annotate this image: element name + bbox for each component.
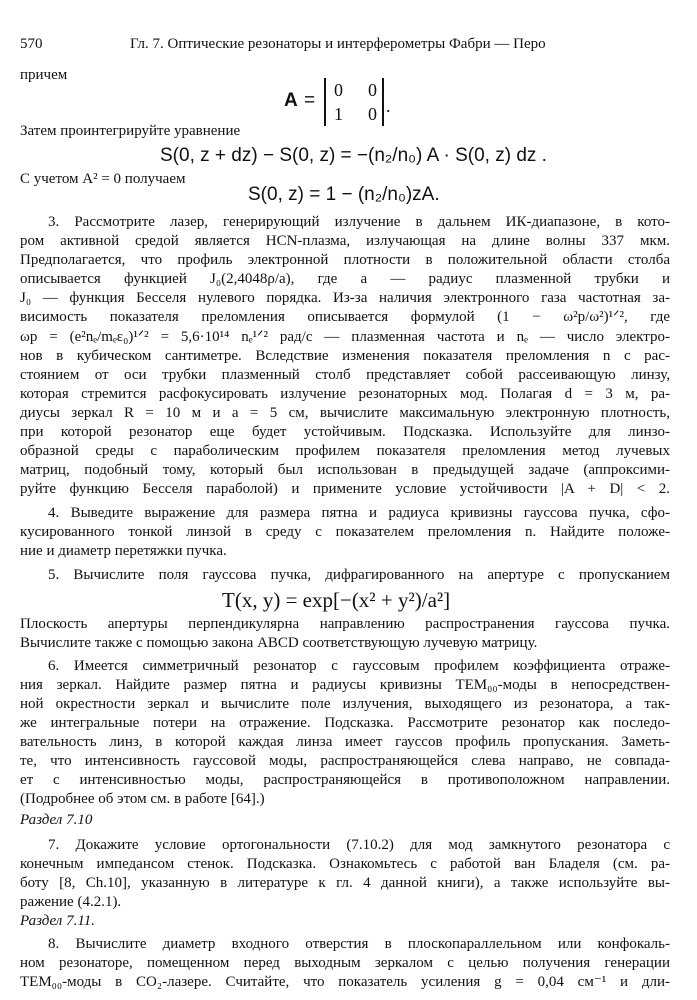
text-line: ет с интенсивностью моды, распространяющейся в противоположном направлении. [20, 772, 670, 788]
text-line: руйте функцию Бесселя параболой) и примените условие устойчивости |A + D| < 2. [20, 481, 670, 497]
matrix-cell: 0 [368, 104, 377, 124]
text-line: Предполагается, что профиль электронной плотности в положительной области столба [20, 252, 670, 268]
text-line: Затем проинтегрируйте уравнение [20, 123, 241, 139]
text-line: матриц, подобный тому, который был использован в предыдущей задаче (аппроксими- [20, 462, 670, 478]
text-line: 3. Рассмотрите лазер, генерирующий излучение в дальнем ИК-диапазоне, в кото- [48, 214, 670, 230]
equation-transmission: T(x, y) = exp[−(x² + y²)/a²] [222, 588, 451, 612]
text-line: 5. Вычислите поля гауссова пучка, дифрагированного на апертуре с пропусканием [48, 567, 670, 583]
matrix-bar-left [324, 78, 326, 126]
equation-2: S(0, z) = 1 − (n₂/n₀)zA. [248, 184, 440, 205]
matrix-bar-right [382, 78, 384, 126]
text-line: 8. Вычислите диаметр входного отверстия в плоскопараллельном или конфокаль- [48, 936, 670, 952]
text-line: образной среды с параболическим профилем показателя преломления метод лучевых [20, 443, 670, 459]
running-title: Гл. 7. Оптические резонаторы и интерферометры Фабри — Перо [130, 36, 546, 52]
section-heading: Раздел 7.11. [20, 913, 95, 929]
text-line: ражение (4.2.1). [20, 894, 122, 910]
matrix-cell: 0 [334, 80, 343, 100]
text-line: висимость показателя преломления описывается формулой (1 − ω²p/ω²)¹ᐟ², где [20, 309, 670, 325]
page-number: 570 [20, 36, 43, 52]
text-line: ром активной средой является HCN-плазма, излучающая на длине волны 337 мкм. [20, 233, 670, 249]
text-line: Вычислите также с помощью закона ABCD соответствующую лучевую матрицу. [20, 635, 538, 651]
text-line: описывается функцией J₀(2,4048ρ/a), где a — радиус плазменной трубки и [20, 271, 670, 287]
text-line: боту [8, Ch.10], указанную в литературе к гл. 4 данной книги), а также используйте вы- [20, 875, 670, 891]
text-line: конечным импедансом стенок. Подсказка. Ознакомьтесь с работой ван Бладеля (см. ра- [20, 856, 670, 872]
text-line: 7. Докажите условие ортогональности (7.10.2) для мод замкнутого резонатора с [48, 837, 670, 853]
text-line: 4. Выведите выражение для размера пятна и радиуса кривизны гауссова пучка, сфо- [48, 505, 670, 521]
text-line: которая стремится расфокусировать излучение резонаторных мод. Полагая d = 3 м, ра- [20, 386, 670, 402]
text-line: стоянием от оси трубки плазменный столб представляет собой рассеивающую линзу, [20, 367, 670, 383]
text-line: 6. Имеется симметричный резонатор с гауссовым профилем коэффициента отраже- [48, 658, 670, 674]
text-line: (Подробнее об этом см. в работе [64].) [20, 791, 265, 807]
text-line: вательность линз, в которой каждая линза имеет гауссов профиль пропускания. Заметь- [20, 734, 670, 750]
text-line: кусированного тонкой линзой в среду с показателем преломления n. Найдите положе- [20, 524, 670, 540]
text-line: ном резонаторе, помещенном перед выходным зеркалом с целью получения генерации [20, 955, 670, 971]
equation-1: S(0, z + dz) − S(0, z) = −(n₂/n₀) A · S(0, z) dz . [160, 145, 547, 166]
text-line: нов в кубическом сантиметре. Вследствие изменения показателя преломления n с рас- [20, 348, 670, 364]
text-line: диусы зеркал R = 10 м и a = 5 см, вычислите максимальную электронную плотность, [20, 405, 670, 421]
text-line: ωp = (e²nₑ/mₑε₀)¹ᐟ² = 5,6·10¹⁴ nₑ¹ᐟ² рад/с — плазменная частота и nₑ — число электро- [20, 329, 670, 345]
matrix-cell: 0 [368, 80, 377, 100]
text-line: ние и диаметр перетяжки пучка. [20, 543, 227, 559]
text-line: С учетом A² = 0 получаем [20, 171, 186, 187]
text-line: ной окрестности зеркал и вычислите поле излучения, выходящего из резонатора, а так- [20, 696, 670, 712]
text-line: при которой резонатор еще будет устойчивым. Подсказка. Используйте для линзо- [20, 424, 670, 440]
section-heading: Раздел 7.10 [20, 812, 93, 828]
matrix-cell: 1 [334, 104, 343, 124]
text-line: TEM₀₀-моды в CO₂-лазере. Считайте, что показатель усиления g = 0,04 см⁻¹ и дли- [20, 974, 670, 990]
matrix-label: A [284, 90, 298, 111]
text-line: же интегральные потери на отражение. Подсказка. Рассмотрите резонатор как последо- [20, 715, 670, 731]
text-line: J₀ — функция Бесселя нулевого порядка. Из-за наличия электронного газа частотная за- [20, 290, 670, 306]
text-line: те, что интенсивность гауссовой моды, распространяющейся слева направо, не совпада- [20, 753, 670, 769]
text-line: ния зеркал. Найдите размер пятна и радиусы кривизны TEM₀₀-моды в непосредствен- [20, 677, 670, 693]
text-line: Плоскость апертуры перпендикулярна направлению распространения гауссова пучка. [20, 616, 670, 632]
page: 570 Гл. 7. Оптические резонаторы и интерферометры Фабри — Перо причем A = 0 0 1 0 . Затем проинтегрируйте уравнение S(0, z + dz) − S(0, z) = −(n₂/n₀) A · S(0, z) dz . С учетом A² = 0 получаем S(0, z) = 1 − (n₂/n₀)zA. 3. Рассмотрите лазер, генерирующий излучение в дальнем ИК-диапазоне, в кото- ром активной средой является HCN-плазма, излучающая на длине волны 337 мкм. Предполагается, что профиль электронной плотности в положительной области столба описывается функцией J₀(2,4048ρ/a), где a — радиус плазменной трубки и J₀ — функция Бесселя нулевого порядка. Из-за наличия электронного газа частотная за- висимость показателя преломления описывается формулой (1 − ω²p/ω²)¹ᐟ², где ωp = (e²nₑ/mₑε₀)¹ᐟ² = 5,6·10¹⁴ nₑ¹ᐟ² рад/с — плазменная частота и nₑ — число электро- нов в кубическом сантиметре. Вследствие изменения показателя преломления n с рас- стоянием от оси трубки плазменный столб представляет собой рассеивающую линзу, которая стремится расфокусировать излучение резонаторных мод. Полагая d = 3 м, ра- диусы зеркал R = 10 м и a = 5 см, вычислите максимальную электронную плотность, при которой резонатор еще будет устойчивым. Подсказка. Используйте для линзо- образной среды с параболическим профилем показателя преломления метод лучевых матриц, подобный тому, который был использован в предыдущей задаче (аппроксими- руйте функцию Бесселя параболой) и примените условие устойчивости |A + D| < 2. 4. Выведите выражение для размера пятна и радиуса кривизны гауссова пучка, сфо- кусированного тонкой линзой в среду с показателем преломления n. Найдите положе- ние и диаметр перетяжки пучка. 5. Вычислите поля гауссова пучка, дифрагированного на апертуре с пропусканием T(x, y) = exp[−(x² + y²)/a²] Плоскость апертуры перпендикулярна направлению распространения гауссова пучка. Вычислите также с помощью закона ABCD соответствующую лучевую матрицу. 6. Имеется симметричный резонатор с гауссовым профилем коэффициента отраже- ния зеркал. Найдите размер пятна и радиусы кривизны TEM₀₀-моды в непосредствен- ной окрестности зеркал и вычислите поле излучения, выходящего из резонатора, а так- же интегральные потери на отражение. Подсказка. Рассмотрите резонатор как последо- вательность линз, в которой каждая линза имеет гауссов профиль пропускания. Заметь- те, что интенсивность гауссовой моды, распространяющейся слева направо, не совпада- ет с интенсивностью моды, распространяющейся в противоположном направлении. (Подробнее об этом см. в работе [64].) Раздел 7.10 7. Докажите условие ортогональности (7.10.2) для мод замкнутого резонатора с конечным импедансом стенок. Подсказка. Ознакомьтесь с работой ван Бладеля (см. ра- боту [8, Ch.10], указанную в литературе к гл. 4 данной книги), а также используйте вы- ражение (4.2.1). Раздел 7.11. 8. Вычислите диаметр входного отверстия в плоскопараллельном или конфокаль- ном резонаторе, помещенном перед выходным зеркалом с целью получения генерации TEM₀₀-моды в CO₂-лазере. Считайте, что показатель усиления g = 0,04 см⁻¹ и дли- [20, 36, 670, 990]
text-line: причем [20, 67, 68, 83]
